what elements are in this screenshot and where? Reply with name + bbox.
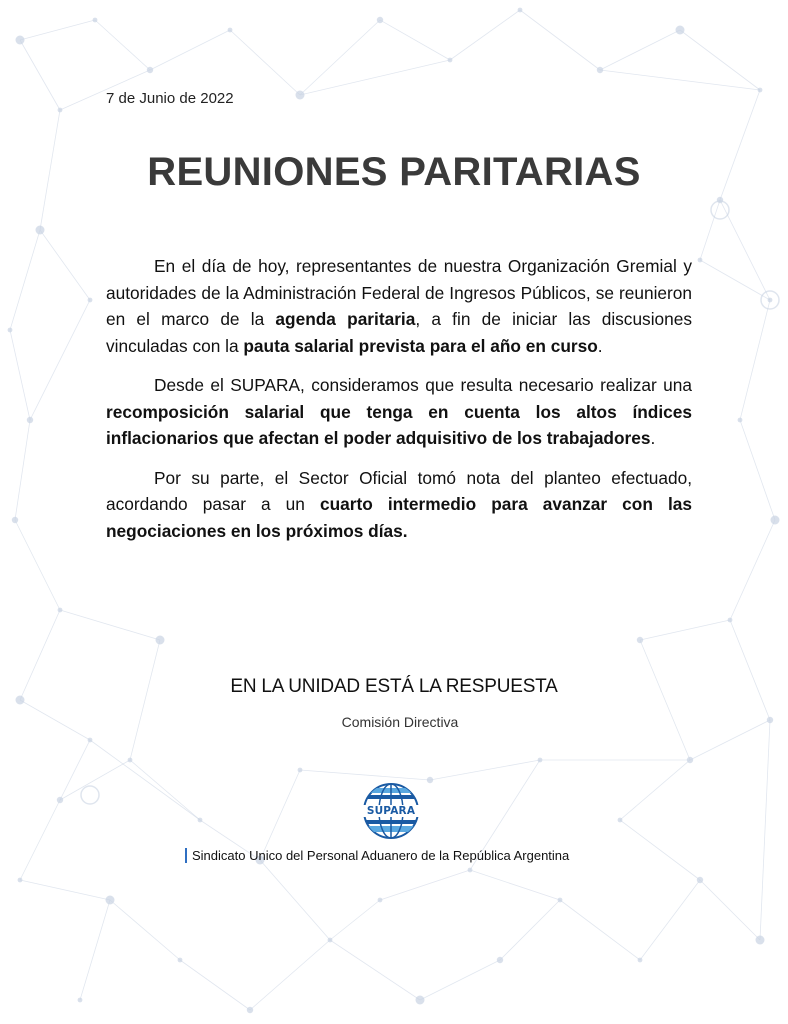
text-run: .	[597, 335, 603, 356]
document-date: 7 de Junio de 2022	[106, 90, 234, 107]
text-run: Por su parte, el Sector Oficial tomó nota del planteo efectuado, acordando pasar a un	[106, 467, 692, 514]
body-paragraph-3	[106, 465, 692, 545]
body-paragraph-2	[106, 372, 692, 452]
bold-text: recomposición salarial que tenga en cuenta los altos índices inflacionarios que afectan el poder adquisitivo de los trabajadores	[106, 401, 692, 448]
bold-text: agenda paritaria	[275, 309, 416, 329]
bold-text: pauta salarial prevista para el año en curso	[243, 335, 598, 356]
signer: Comisión Directiva	[341, 714, 459, 730]
document-body	[106, 253, 692, 557]
page-title: REUNIONES PARITARIAS	[147, 150, 641, 194]
supara-logo	[362, 782, 420, 840]
body-paragraph-1	[106, 253, 692, 359]
text-run: En el día de hoy, representantes de nuestra Organización Gremial y autoridades de la Administración Federal de Ingresos Públicos, se reunieron en el marco de la	[106, 256, 692, 329]
bold-text: cuarto intermedio para avanzar con las negociaciones en los próximos días.	[106, 494, 692, 541]
footer-organization: Sindicato Unico del Personal Aduanero de la República Argentina	[185, 848, 569, 863]
text-run: .	[650, 428, 656, 448]
logo-text: SUPARA	[362, 805, 420, 817]
motto: EN LA UNIDAD ESTÁ LA RESPUESTA	[230, 676, 558, 697]
text-run: Desde el SUPARA, consideramos que resulta necesario realizar una	[154, 375, 692, 395]
text-run: , a fin de iniciar las discusiones vinculadas con la	[106, 309, 693, 356]
